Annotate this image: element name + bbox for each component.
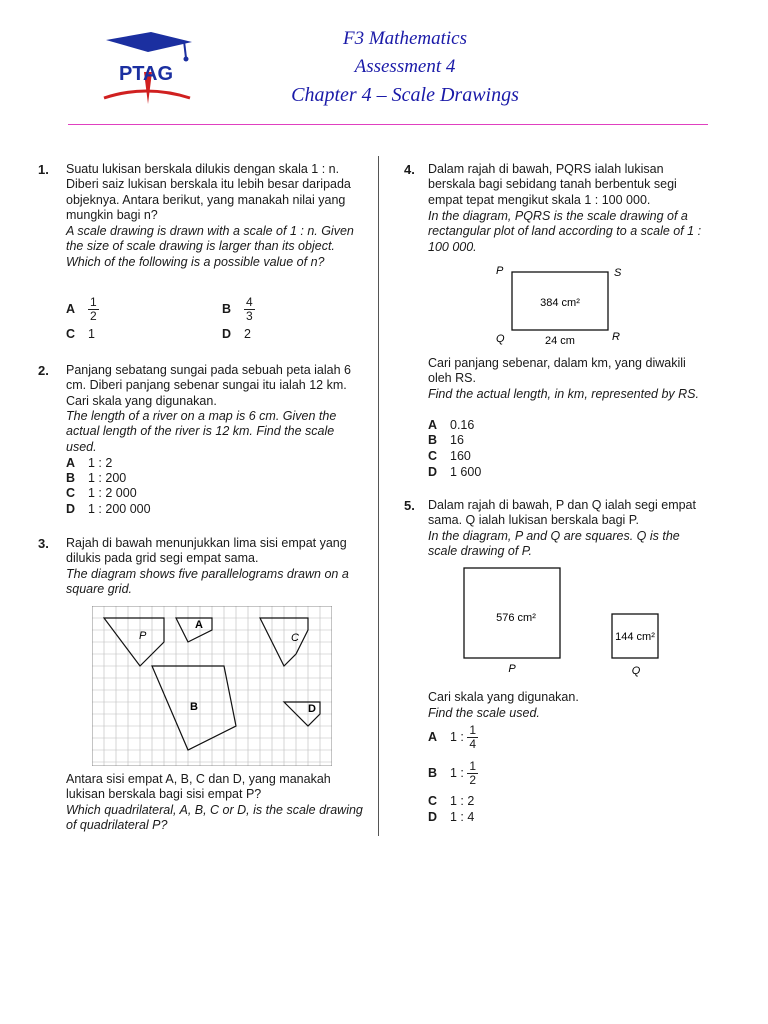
q2-text-malay: Panjang sebatang sungai pada sebuah peta ialah 6 cm. Diberi panjang sebenar sungai itu ialah 12 km. Cari skala yang digunakan. — [66, 363, 351, 408]
q2-text-english: The length of a river on a map is 6 cm. Given the actual length of the river is 12 km. Find the scale used. — [66, 409, 337, 454]
q2-number: 2. — [38, 363, 49, 378]
q5-number: 5. — [404, 498, 415, 513]
q1-option-b[interactable]: B $\frac{4}{3}$ — [222, 295, 253, 323]
q1-option-c[interactable]: C 1 — [66, 327, 95, 341]
vertex-q: Q — [496, 333, 505, 345]
q4-number: 4. — [404, 162, 415, 177]
q4-ask-english: Find the actual length, in km, represented by RS. — [428, 387, 699, 401]
q5-squares-diagram — [460, 566, 680, 680]
q1-text-malay: Suatu lukisan berskala dilukis dengan skala 1 : n. Diberi saiz lukisan berskala itu lebih besar daripada objeknya. Antara berikut, yang manakah nilai yang mungkin bagi n? — [66, 162, 351, 222]
q4-rectangle-diagram — [492, 262, 632, 350]
q5-option-b[interactable]: B 1 : $\frac{1}{2}$ — [428, 759, 477, 787]
label-b: B — [190, 701, 198, 713]
label-p: P — [139, 630, 147, 642]
square-q-label: Q — [631, 665, 641, 677]
label-c: C — [291, 632, 299, 644]
q3-number: 3. — [38, 536, 49, 551]
q4-option-b[interactable]: B 16 — [428, 433, 464, 447]
header-chapter: Chapter 4 – Scale Drawings — [291, 84, 519, 106]
vertex-r: R — [612, 331, 620, 343]
ptag-logo — [96, 28, 196, 106]
q5-option-d[interactable]: D 1 : 4 — [428, 810, 475, 824]
area-label: 384 cm² — [540, 297, 580, 309]
q1-number: 1. — [38, 162, 49, 177]
q1-option-a[interactable]: A $\frac{1}{2}$ — [66, 295, 97, 323]
logo-text: PTAG — [118, 63, 174, 85]
header-title: F3 Mathematics — [342, 28, 467, 49]
q1-option-d[interactable]: D 2 — [222, 327, 251, 341]
q5-text-english: In the diagram, P and Q are squares. Q is the scale drawing of P. — [428, 529, 680, 559]
q2-option-b[interactable]: B 1 : 200 — [66, 471, 127, 485]
q5-option-a[interactable]: A 1 : $\frac{1}{4}$ — [428, 723, 477, 751]
q3-text-english: The diagram shows five parallelograms drawn on a square grid. — [66, 567, 349, 597]
q4-option-a[interactable]: A 0.16 — [428, 418, 475, 432]
q2-option-a[interactable]: A 1 : 2 — [66, 456, 113, 470]
square-p-label: P — [508, 663, 516, 675]
p-area-label: 576 cm² — [496, 612, 536, 624]
q4-option-c[interactable]: C 160 — [428, 449, 471, 463]
q3-text-malay: Rajah di bawah menunjukkan lima sisi empat yang dilukis pada grid segi empat sama. — [66, 536, 347, 566]
q5-ask-malay: Cari skala yang digunakan. — [428, 690, 579, 704]
q5-text-malay: Dalam rajah di bawah, P dan Q ialah segi empat sama. Q ialah lukisan berskala bagi P. — [428, 498, 696, 528]
q5-ask-english: Find the scale used. — [428, 706, 540, 720]
q2-option-c[interactable]: C 1 : 2 000 — [66, 486, 137, 500]
label-a: A — [195, 619, 203, 631]
q3-question-malay: Antara sisi empat A, B, C dan D, yang manakah lukisan berskala bagi sisi empat P? — [66, 772, 331, 802]
header-divider — [68, 124, 708, 125]
q1-text-english: A scale drawing is drawn with a scale of 1 : n. Given the size of scale drawing is larger than its object. Which of the following is a possible value of n? — [66, 224, 354, 269]
vertex-p: P — [496, 265, 504, 277]
length-label: 24 cm — [545, 335, 575, 347]
label-d: D — [308, 703, 316, 715]
q-area-label: 144 cm² — [615, 631, 655, 643]
q4-ask-malay: Cari panjang sebenar, dalam km, yang diwakili oleh RS. — [428, 356, 686, 386]
q4-text-malay: Dalam rajah di bawah, PQRS ialah lukisan berskala bagi sebidang tanah berbentuk segi empat tepat mengikut skala 1 : 100 000. — [428, 162, 677, 207]
q5-option-c[interactable]: C 1 : 2 — [428, 794, 475, 808]
column-divider — [378, 156, 379, 836]
q2-option-d[interactable]: D 1 : 200 000 — [66, 502, 151, 516]
q4-option-d[interactable]: D 1 600 — [428, 465, 482, 479]
q3-grid-diagram — [92, 606, 332, 766]
q4-text-english: In the diagram, PQRS is the scale drawing of a rectangular plot of land according to a scale of 1 : 100 000. — [428, 209, 702, 254]
mortarboard-icon — [106, 32, 192, 52]
q3-question-english: Which quadrilateral, A, B, C or D, is the scale drawing of quadrilateral P? — [66, 803, 363, 833]
vertex-s: S — [614, 267, 622, 279]
header-assessment: Assessment 4 — [354, 56, 456, 77]
